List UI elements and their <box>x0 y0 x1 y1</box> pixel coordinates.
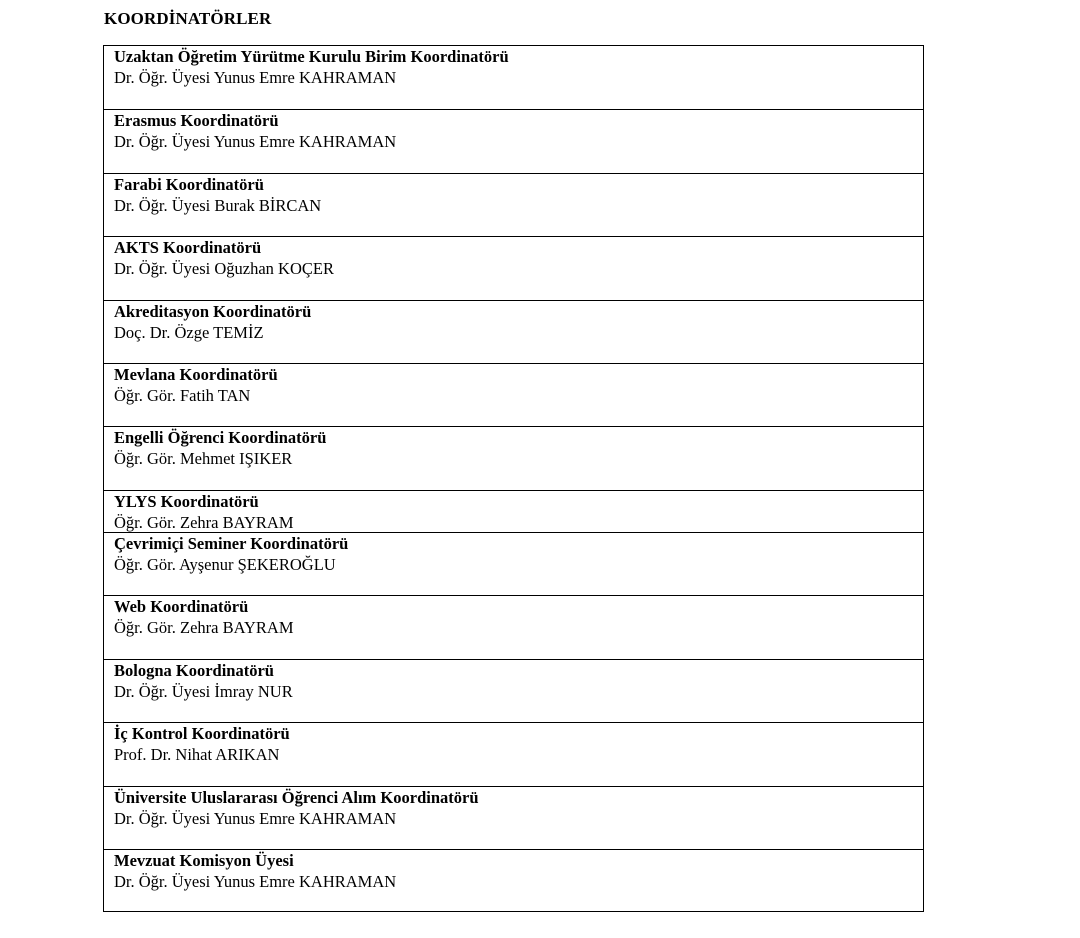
coordinator-row <box>104 427 923 491</box>
coordinator-role: Akreditasyon Koordinatörü <box>114 302 312 321</box>
coordinator-role: AKTS Koordinatörü <box>114 238 262 257</box>
coordinator-role: Erasmus Koordinatörü <box>114 111 279 130</box>
coordinator-person: Dr. Öğr. Üyesi Oğuzhan KOÇER <box>114 259 334 278</box>
coordinator-row <box>104 787 923 850</box>
coordinator-row <box>104 364 923 427</box>
coordinator-role: Uzaktan Öğretim Yürütme Kurulu Birim Koordinatörü <box>114 47 509 66</box>
coordinator-row <box>104 301 923 364</box>
coordinator-row <box>104 174 923 237</box>
coordinator-row <box>104 110 923 174</box>
coordinator-person: Öğr. Gör. Ayşenur ŞEKEROĞLU <box>114 555 336 574</box>
coordinator-role: Çevrimiçi Seminer Koordinatörü <box>114 534 349 553</box>
coordinator-role: Mevlana Koordinatörü <box>114 365 278 384</box>
coordinator-row <box>104 850 923 911</box>
coordinator-role: Üniversite Uluslararası Öğrenci Alım Koordinatörü <box>114 788 479 807</box>
coordinators-table <box>103 45 924 912</box>
coordinator-person: Dr. Öğr. Üyesi Yunus Emre KAHRAMAN <box>114 872 397 891</box>
coordinator-person: Dr. Öğr. Üyesi Yunus Emre KAHRAMAN <box>114 132 397 151</box>
coordinator-person: Öğr. Gör. Zehra BAYRAM <box>114 618 294 637</box>
coordinator-person: Dr. Öğr. Üyesi Burak BİRCAN <box>114 196 322 215</box>
coordinator-row <box>104 596 923 660</box>
coordinator-person: Öğr. Gör. Fatih TAN <box>114 386 251 405</box>
coordinator-row <box>104 660 923 723</box>
coordinator-row <box>104 533 923 596</box>
coordinator-row <box>104 46 923 110</box>
coordinator-role: Farabi Koordinatörü <box>114 175 264 194</box>
page-title: KOORDİNATÖRLER <box>104 9 272 28</box>
coordinator-role: Engelli Öğrenci Koordinatörü <box>114 428 327 447</box>
coordinator-person: Dr. Öğr. Üyesi Yunus Emre KAHRAMAN <box>114 68 397 87</box>
coordinator-role: YLYS Koordinatörü <box>114 492 259 511</box>
coordinator-row <box>104 237 923 301</box>
coordinator-person: Prof. Dr. Nihat ARIKAN <box>114 745 280 764</box>
coordinator-role: Bologna Koordinatörü <box>114 661 274 680</box>
coordinator-role: Web Koordinatörü <box>114 597 249 616</box>
coordinator-person: Dr. Öğr. Üyesi Yunus Emre KAHRAMAN <box>114 809 397 828</box>
coordinator-row <box>104 723 923 787</box>
coordinator-role: İç Kontrol Koordinatörü <box>114 724 290 743</box>
coordinator-person: Öğr. Gör. Mehmet IŞIKER <box>114 449 293 468</box>
coordinator-person: Doç. Dr. Özge TEMİZ <box>114 323 264 342</box>
coordinator-person: Dr. Öğr. Üyesi İmray NUR <box>114 682 293 701</box>
coordinator-role: Mevzuat Komisyon Üyesi <box>114 851 294 870</box>
coordinator-person: Öğr. Gör. Zehra BAYRAM <box>114 513 294 532</box>
coordinator-row <box>104 491 923 533</box>
